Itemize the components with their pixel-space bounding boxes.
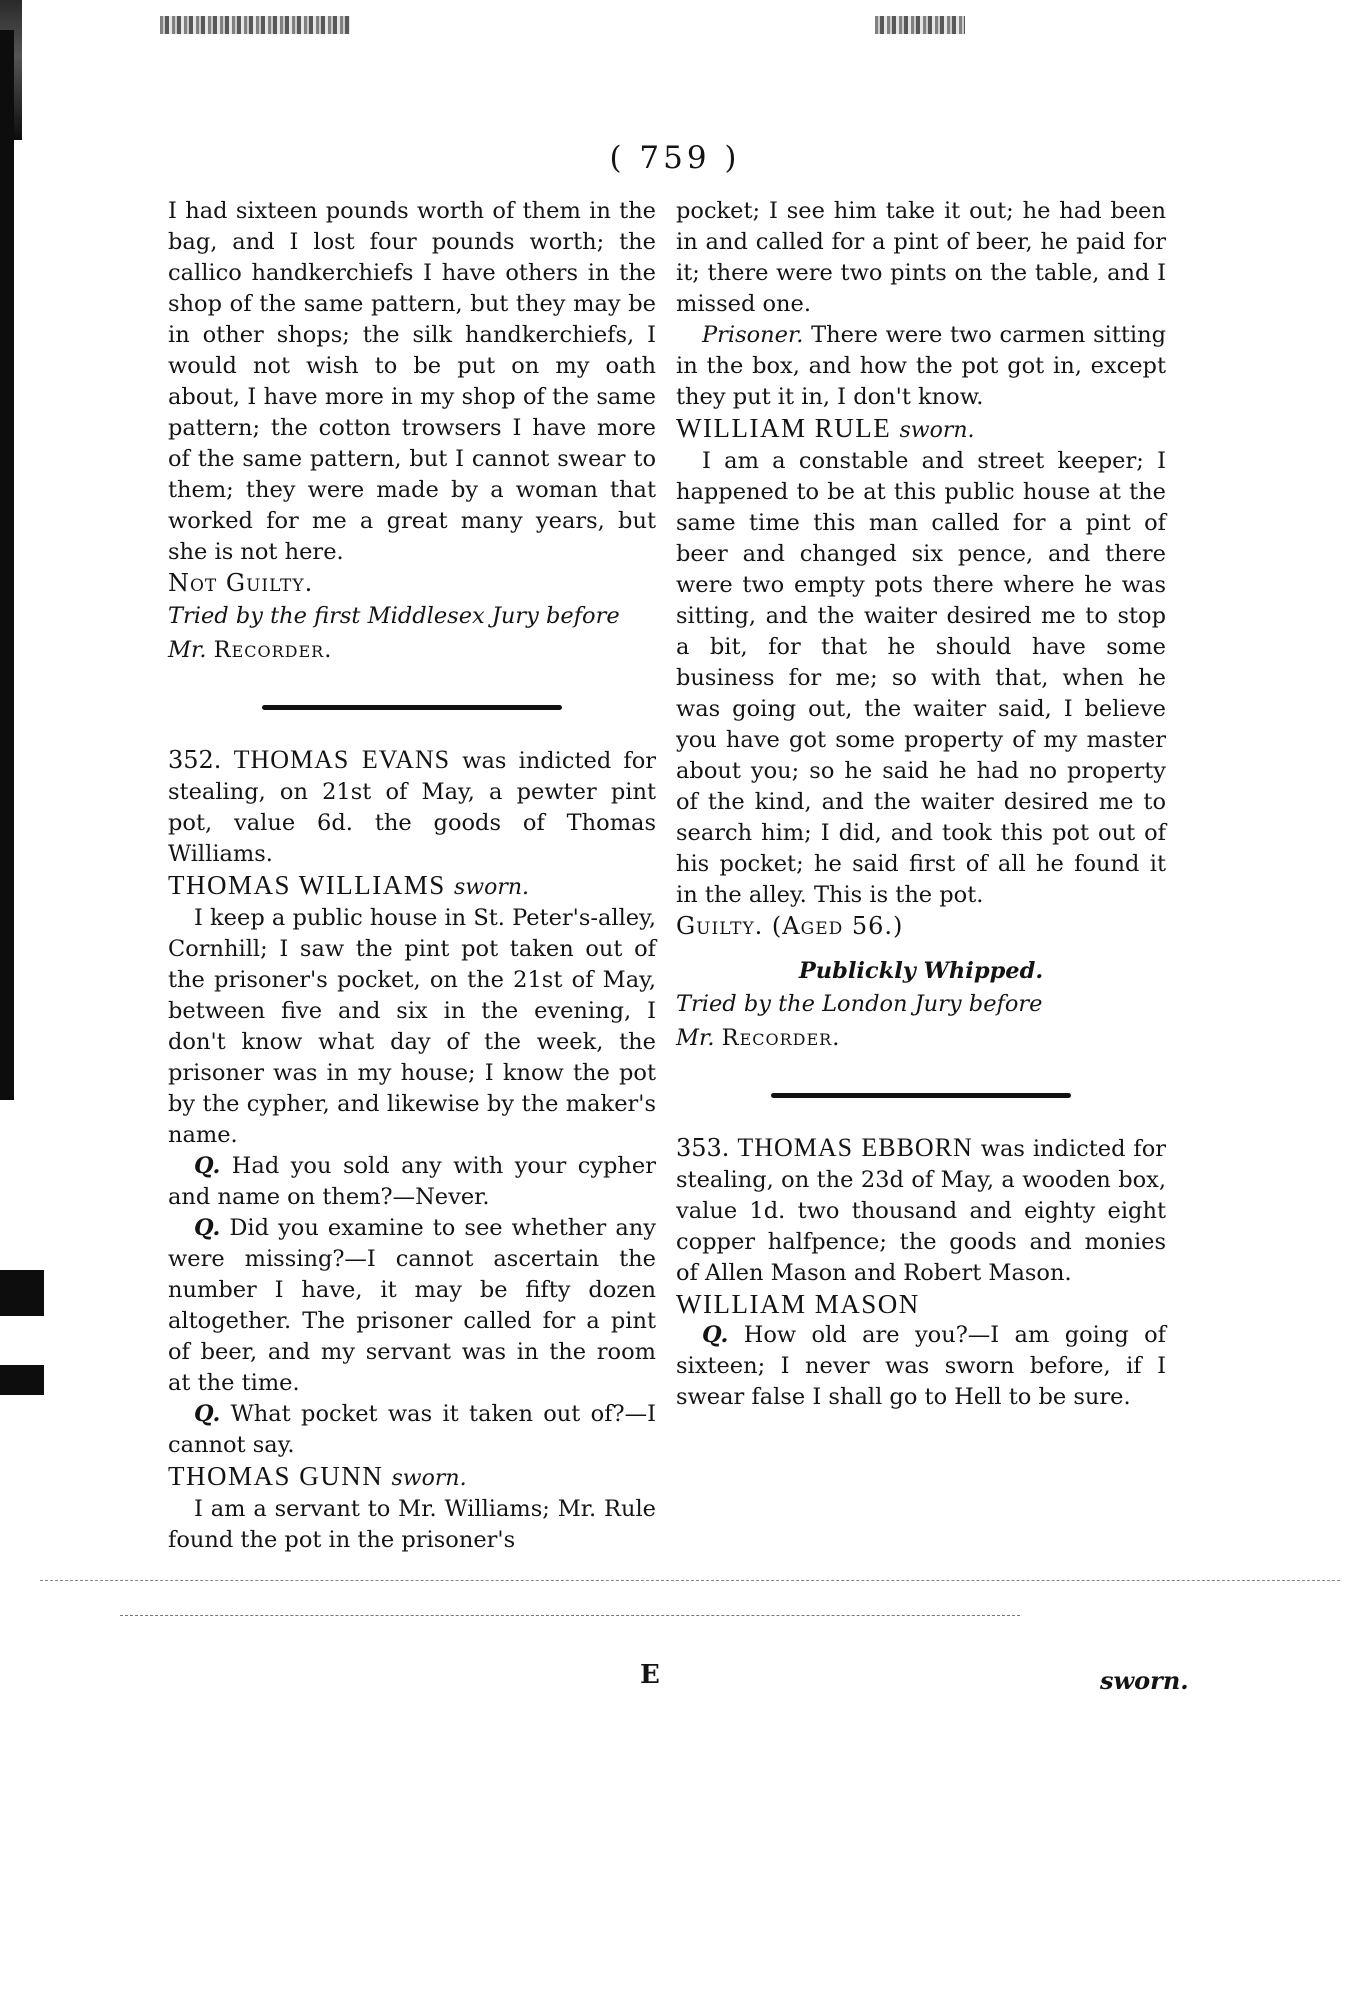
scan-smudge bbox=[160, 16, 350, 34]
testimony-paragraph: I am a servant to Mr. Williams; Mr. Rule found the pot in the prisoner's bbox=[168, 1496, 656, 1553]
testimony-paragraph: pocket; I see him take it out; he had been in and called for a pint of beer, he paid for it; there were two pints on the table, and I missed one. bbox=[676, 198, 1166, 317]
page-number: ( 759 ) bbox=[609, 140, 741, 176]
left-column bbox=[168, 196, 656, 1556]
signature-mark: E bbox=[640, 1660, 660, 1690]
question-answer: Q. Did you examine to see whether any were missing?—I cannot ascertain the number I have, it may be fifty dozen altogether. The prisoner called for a pint of beer, and my servant was in the room at the time. bbox=[168, 1215, 656, 1396]
witness-heading: THOMAS WILLIAMS sworn. bbox=[168, 870, 530, 900]
testimony-paragraph: I had sixteen pounds worth of them in the bag, and I lost four pounds worth; the callico handkerchiefs I have others in the shop of the same pattern, but they may be in other shops; the silk handkerchiefs, I would not wish to be put on my oath about, I have more in my shop of the same pattern; the cotton trowsers I have more of the same pattern, but I cannot swear to them; they were made by a woman that worked for me a great many years, but she is not here. bbox=[168, 198, 656, 565]
case-heading: 353. THOMAS EBBORN was indicted for stealing, on the 23d of May, a wooden box, value 1d. two thousand and eighty eight copper halfpence; the goods and monies of Allen Mason and Robert Mason. bbox=[676, 1133, 1166, 1286]
case-heading: 352. THOMAS EVANS was indicted for stealing, on 21st of May, a pewter pint pot, value 6d. the goods of Thomas Williams. bbox=[168, 745, 656, 867]
jury-line: Tried by the first Middlesex Jury before Mr. Recorder. bbox=[168, 603, 620, 663]
witness-heading: WILLIAM MASON bbox=[676, 1289, 920, 1319]
right-column bbox=[676, 196, 1166, 1413]
scan-fold-line bbox=[40, 1580, 1340, 1581]
sentence: Publickly Whipped. bbox=[798, 958, 1044, 984]
section-divider bbox=[771, 1093, 1071, 1098]
scan-fold-line bbox=[120, 1615, 1020, 1616]
testimony-paragraph: I am a constable and street keeper; I happened to be at this public house at the same time this man called for a pint of beer and changed six pence, and there were two empty pots there where he was sitting, and the waiter desired me to stop a bit, for that he should have some business for me; so with that, when he was going out, the waiter said, I believe you have got some property of my master about you; so he said he had no property of the kind, and the waiter desired me to search him; I did, and took this pot out of his pocket; he said first of all he found it in the alley. This is the pot. bbox=[676, 448, 1166, 908]
question-answer: Q. Had you sold any with your cypher and name on them?—Never. bbox=[168, 1153, 656, 1210]
question-answer: Q. How old are you?—I am going of sixteen; I never was sworn before, if I swear false I shall go to Hell to be sure. bbox=[676, 1322, 1166, 1410]
scan-binding-edge bbox=[0, 30, 14, 1100]
witness-heading: THOMAS GUNN sworn. bbox=[168, 1461, 467, 1491]
scan-smudge bbox=[875, 16, 965, 34]
catchword: sworn. bbox=[1100, 1666, 1189, 1695]
scan-ink-blot bbox=[0, 1270, 44, 1316]
testimony-paragraph: I keep a public house in St. Peter's-alley, Cornhill; I saw the pint pot taken out of the prisoner's pocket, on the 21st of May, between five and six in the evening, I don't know what day of the week, the prisoner was in my house; I know the pot by the cypher, and likewise by the maker's name. bbox=[168, 905, 656, 1148]
witness-heading: WILLIAM RULE sworn. bbox=[676, 413, 975, 443]
scan-ink-blot bbox=[0, 1365, 44, 1395]
question-answer: Q. What pocket was it taken out of?—I cannot say. bbox=[168, 1401, 656, 1458]
verdict: Not Guilty. bbox=[168, 569, 314, 597]
jury-line: Tried by the London Jury before Mr. Recorder. bbox=[676, 991, 1043, 1051]
prisoner-statement: Prisoner. There were two carmen sitting in the box, and how the pot got in, except they put it in, I don't know. bbox=[676, 322, 1166, 410]
verdict: Guilty. (Aged 56.) bbox=[676, 912, 904, 940]
section-divider bbox=[262, 705, 562, 710]
